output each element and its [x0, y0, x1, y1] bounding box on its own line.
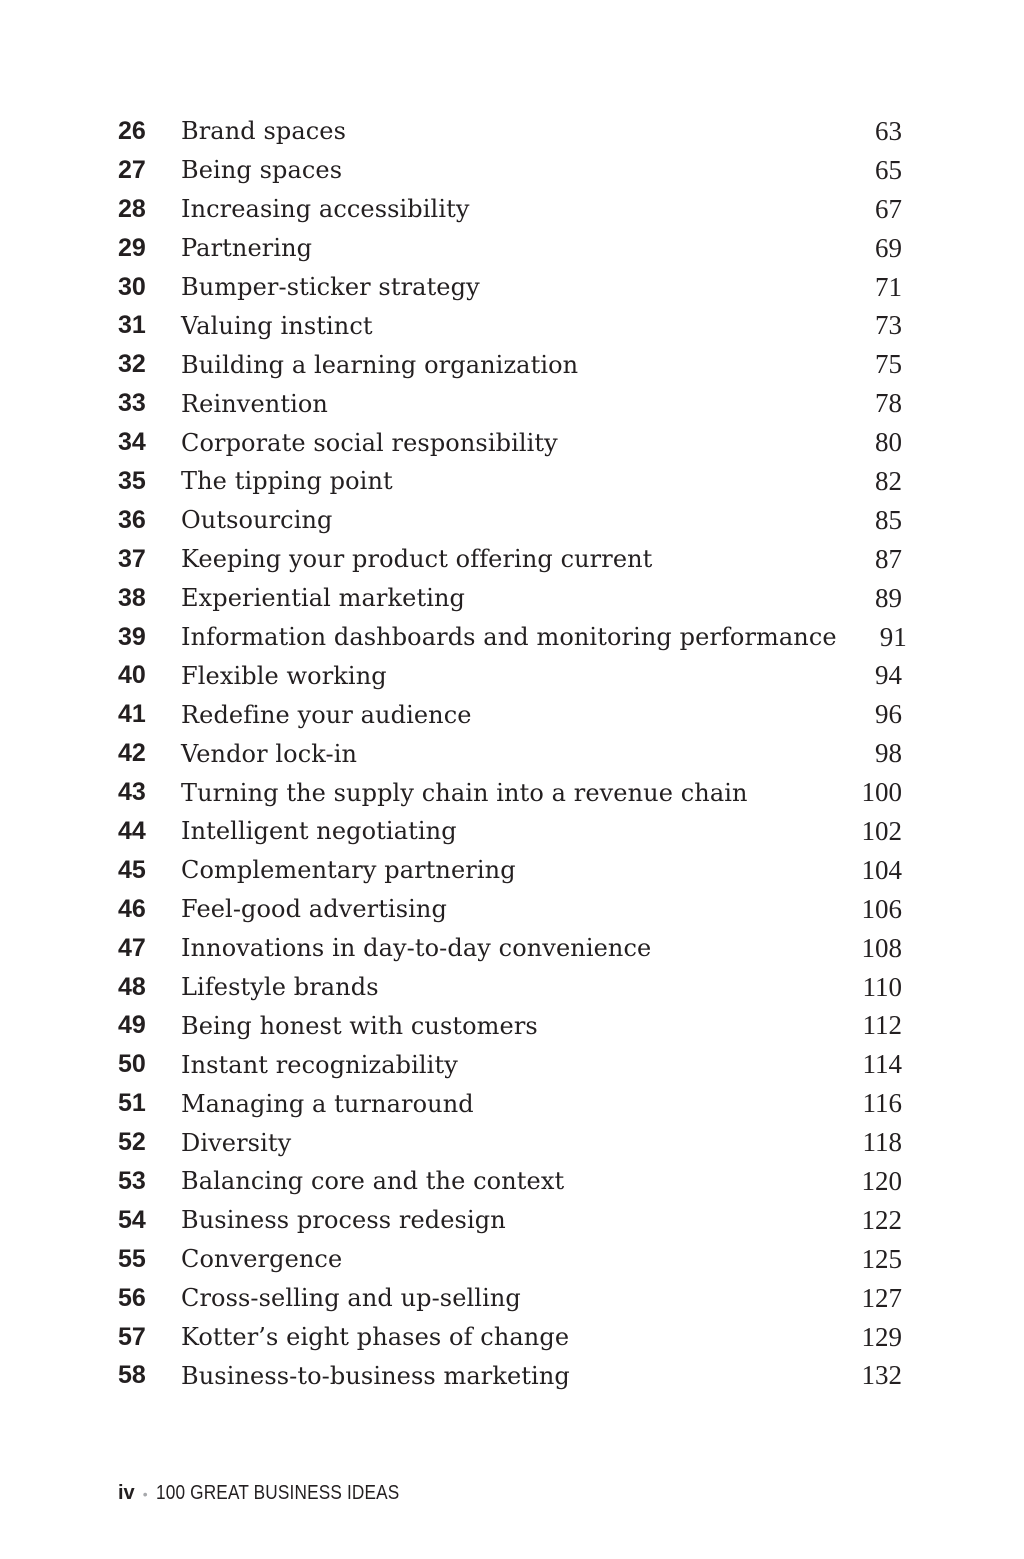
toc-entry-title: Business-to-business marketing: [181, 1361, 570, 1390]
toc-entry-page-number: 91: [879, 621, 907, 652]
toc-entry-page-number: 116: [862, 1088, 902, 1119]
toc-entry-number: 57: [118, 1322, 146, 1351]
toc-entry-title: Business process redesign: [181, 1206, 506, 1235]
table-of-contents: [118, 112, 907, 1395]
toc-entry-page-number: 127: [861, 1282, 902, 1313]
toc-entry: [118, 306, 902, 345]
toc-entry-number: 44: [118, 816, 146, 845]
toc-entry-title: Intelligent negotiating: [181, 817, 457, 846]
toc-entry-page-number: 132: [861, 1360, 902, 1391]
toc-entry-page-number: 82: [875, 465, 902, 496]
toc-entry: [118, 190, 902, 229]
book-title: 100 GREAT BUSINESS IDEAS: [155, 1482, 400, 1504]
toc-entry-title: Redefine your audience: [181, 700, 472, 729]
toc-entry: [118, 656, 902, 695]
toc-entry-title: Valuing instinct: [181, 311, 373, 340]
toc-entry-title: Kotter’s eight phases of change: [181, 1323, 570, 1352]
toc-entry-title: Diversity: [181, 1128, 292, 1157]
toc-entry-page-number: 78: [875, 388, 902, 419]
toc-entry-title: Experiential marketing: [181, 584, 465, 613]
toc-entry-page-number: 106: [861, 893, 902, 924]
toc-entry-title: Managing a turnaround: [181, 1089, 474, 1118]
toc-entry: [118, 890, 902, 929]
toc-entry: [118, 968, 902, 1007]
toc-entry-title: The tipping point: [181, 467, 393, 496]
toc-entry-title: Innovations in day-to-day convenience: [181, 934, 652, 963]
toc-entry-page-number: 80: [875, 427, 902, 458]
toc-entry-page-number: 75: [875, 349, 902, 380]
toc-entry-title: Lifestyle brands: [181, 973, 379, 1002]
toc-entry-page-number: 100: [861, 777, 902, 808]
toc-entry: [118, 812, 902, 851]
toc-entry: [118, 1279, 902, 1318]
toc-entry: [118, 423, 902, 462]
toc-entry-title: Keeping your product offering current: [181, 545, 653, 574]
toc-entry: [118, 773, 902, 812]
toc-entry-title: Convergence: [181, 1245, 343, 1274]
toc-entry-number: 28: [118, 194, 146, 223]
toc-entry-title: Complementary partnering: [181, 856, 516, 885]
toc-entry: [118, 229, 902, 268]
toc-entry-title: Information dashboards and monitoring performance: [181, 623, 837, 652]
toc-entry-page-number: 87: [875, 543, 902, 574]
toc-entry-title: Corporate social responsibility: [181, 428, 558, 457]
toc-entry: [118, 345, 902, 384]
toc-entry-title: Brand spaces: [181, 117, 347, 146]
toc-entry-page-number: 118: [862, 1127, 902, 1158]
toc-entry: [118, 1201, 902, 1240]
toc-entry-page-number: 67: [875, 193, 902, 224]
toc-entry-number: 51: [118, 1089, 146, 1118]
toc-entry-title: Flexible working: [181, 661, 387, 690]
toc-entry-number: 37: [118, 544, 146, 573]
toc-entry-page-number: 102: [861, 815, 902, 846]
toc-entry-page-number: 94: [875, 660, 902, 691]
toc-entry-page-number: 96: [875, 699, 902, 730]
toc-entry-number: 38: [118, 583, 146, 612]
toc-entry-page-number: 114: [862, 1049, 902, 1080]
toc-entry-page-number: 120: [861, 1165, 902, 1196]
toc-entry-page-number: 85: [875, 504, 902, 535]
toc-entry-page-number: 110: [862, 971, 902, 1002]
page-folio: iv: [118, 1482, 135, 1504]
toc-entry-page-number: 104: [861, 854, 902, 885]
toc-entry: [118, 1318, 902, 1357]
toc-entry-title: Feel-good advertising: [181, 895, 447, 924]
toc-entry-page-number: 65: [875, 154, 902, 185]
toc-entry: [118, 1084, 902, 1123]
toc-entry-page-number: 108: [861, 932, 902, 963]
toc-entry-number: 26: [118, 116, 146, 145]
toc-entry-number: 27: [118, 155, 146, 184]
toc-entry-number: 30: [118, 272, 146, 301]
toc-entry-number: 53: [118, 1166, 146, 1195]
toc-entry-page-number: 69: [875, 232, 902, 263]
toc-entry-title: Turning the supply chain into a revenue chain: [181, 778, 748, 807]
toc-entry-number: 49: [118, 1011, 146, 1040]
toc-entry-number: 47: [118, 933, 146, 962]
toc-entry: [118, 1357, 902, 1396]
toc-entry: [118, 929, 902, 968]
toc-entry: [118, 268, 902, 307]
toc-entry-title: Partnering: [181, 234, 313, 263]
toc-entry: [118, 462, 902, 501]
toc-entry-number: 32: [118, 350, 146, 379]
toc-entry-number: 42: [118, 739, 146, 768]
footer-separator: •: [142, 1485, 148, 1502]
toc-entry: [118, 1240, 902, 1279]
toc-entry: [118, 384, 902, 423]
toc-entry-title: Being spaces: [181, 156, 343, 185]
toc-entry: [118, 1123, 902, 1162]
toc-entry: [118, 695, 902, 734]
toc-entry: [118, 618, 907, 657]
toc-entry-number: 39: [118, 622, 146, 651]
toc-entry-number: 31: [118, 311, 146, 340]
toc-entry-title: Building a learning organization: [181, 350, 579, 379]
toc-entry: [118, 1045, 902, 1084]
toc-entry-title: Balancing core and the context: [181, 1167, 565, 1196]
toc-entry-page-number: 112: [862, 1010, 902, 1041]
toc-entry-number: 50: [118, 1050, 146, 1079]
toc-entry-title: Vendor lock-in: [181, 739, 358, 768]
toc-entry-number: 56: [118, 1283, 146, 1312]
toc-entry-title: Instant recognizability: [181, 1050, 458, 1079]
toc-entry-number: 58: [118, 1361, 146, 1390]
toc-entry-title: Cross-selling and up-selling: [181, 1284, 521, 1313]
toc-entry: [118, 151, 902, 190]
toc-entry-number: 54: [118, 1205, 146, 1234]
toc-entry-number: 46: [118, 894, 146, 923]
toc-entry-page-number: 98: [875, 738, 902, 769]
toc-entry-page-number: 129: [861, 1321, 902, 1352]
toc-entry-number: 52: [118, 1128, 146, 1157]
toc-entry-number: 43: [118, 778, 146, 807]
toc-entry-page-number: 63: [875, 115, 902, 146]
toc-entry: [118, 501, 902, 540]
toc-entry-title: Being honest with customers: [181, 1011, 538, 1040]
toc-entry-number: 29: [118, 233, 146, 262]
toc-entry-title: Increasing accessibility: [181, 195, 470, 224]
toc-entry-number: 36: [118, 505, 146, 534]
toc-entry-page-number: 122: [861, 1204, 902, 1235]
page-footer: [118, 1482, 439, 1505]
toc-entry-number: 40: [118, 661, 146, 690]
toc-entry-number: 34: [118, 428, 146, 457]
toc-entry-number: 45: [118, 855, 146, 884]
toc-entry-page-number: 73: [875, 310, 902, 341]
toc-entry: [118, 112, 902, 151]
toc-entry-page-number: 125: [861, 1243, 902, 1274]
toc-entry: [118, 851, 902, 890]
toc-entry: [118, 1162, 902, 1201]
toc-entry: [118, 579, 902, 618]
toc-entry: [118, 1006, 902, 1045]
toc-entry-number: 48: [118, 972, 146, 1001]
toc-entry-number: 55: [118, 1244, 146, 1273]
toc-entry-title: Outsourcing: [181, 506, 333, 535]
toc-entry: [118, 540, 902, 579]
toc-entry-number: 33: [118, 389, 146, 418]
toc-entry-title: Reinvention: [181, 389, 328, 418]
toc-entry-title: Bumper-sticker strategy: [181, 273, 480, 301]
toc-entry-number: 41: [118, 700, 146, 729]
toc-entry-page-number: 89: [875, 582, 902, 613]
toc-entry: [118, 734, 902, 773]
toc-entry-number: 35: [118, 466, 146, 495]
toc-entry-page-number: 71: [875, 271, 902, 302]
